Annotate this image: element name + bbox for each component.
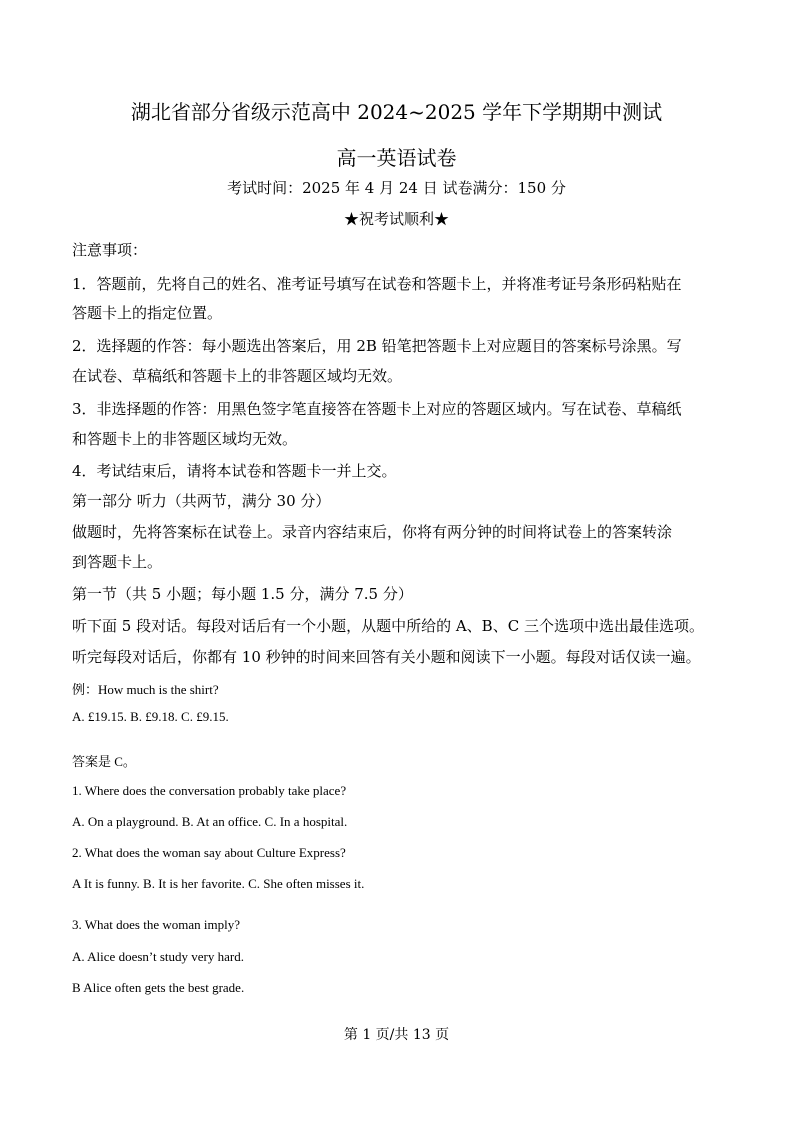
- section1-instruction: 听下面 5 段对话。每段对话后有一个小题，从题中所给的 A、B、C 三个选项中选出最佳选项。: [72, 617, 704, 635]
- note-line: 和答题卡上的非答题区域均无效。: [72, 430, 298, 448]
- example-options: A. £19.15. B. £9.18. C. £9.15.: [72, 709, 229, 724]
- note-line: 3．非选择题的作答：用黑色签字笔直接答在答题卡上对应的答题区域内。写在试卷、草稿纸: [72, 400, 682, 418]
- section1-heading: 第一节（共 5 小题；每小题 1.5 分，满分 7.5 分）: [72, 585, 413, 603]
- example-question: 例：How much is the shirt?: [72, 682, 219, 697]
- note-line: 答题卡上的指定位置。: [72, 304, 223, 322]
- exam-subtitle: 高一英语试卷: [336, 146, 457, 170]
- notes-heading: 注意事项：: [72, 241, 148, 259]
- part1-instruction: 到答题卡上。: [72, 553, 163, 571]
- note-line: 4．考试结束后，请将本试卷和答题卡一并上交。: [72, 462, 397, 480]
- question-options: A It is funny. B. It is her favorite. C. She often misses it.: [72, 876, 365, 891]
- question-text: 1. Where does the conversation probably take place?: [72, 783, 347, 798]
- good-luck-note: ★祝考试顺利★: [343, 210, 449, 228]
- question-options: B Alice often gets the best grade.: [72, 980, 245, 995]
- question-text: 2. What does the woman say about Culture Express?: [72, 845, 346, 860]
- question-options: A. Alice doesn’t study very hard.: [72, 949, 244, 964]
- note-line: 2．选择题的作答：每小题选出答案后，用 2B 铅笔把答题卡上对应题目的答案标号涂黑。写: [72, 337, 682, 355]
- question-options: A. On a playground. B. At an office. C. In a hospital.: [72, 814, 348, 829]
- example-answer: 答案是 C。: [72, 754, 136, 769]
- section1-instruction: 听完每段对话后，你都有 10 秒钟的时间来回答有关小题和阅读下一小题。每段对话仅读一遍。: [72, 648, 701, 666]
- note-line: 在试卷、草稿纸和答题卡上的非答题区域均无效。: [72, 367, 403, 385]
- part1-instruction: 做题时，先将答案标在试卷上。录音内容结束后，你将有两分钟的时间将试卷上的答案转涂: [72, 523, 673, 541]
- page-number: 第 1 页/共 13 页: [343, 1027, 450, 1043]
- question-text: 3. What does the woman imply?: [72, 917, 241, 932]
- exam-title: 湖北省部分省级示范高中 2024~2025 学年下学期期中测试: [130, 100, 663, 124]
- part1-heading: 第一部分 听力（共两节，满分 30 分）: [72, 492, 331, 510]
- exam-info: 考试时间：2025 年 4 月 24 日 试卷满分：150 分: [227, 179, 566, 197]
- note-line: 1．答题前，先将自己的姓名、准考证号填写在试卷和答题卡上，并将准考证号条形码粘贴在: [72, 275, 682, 293]
